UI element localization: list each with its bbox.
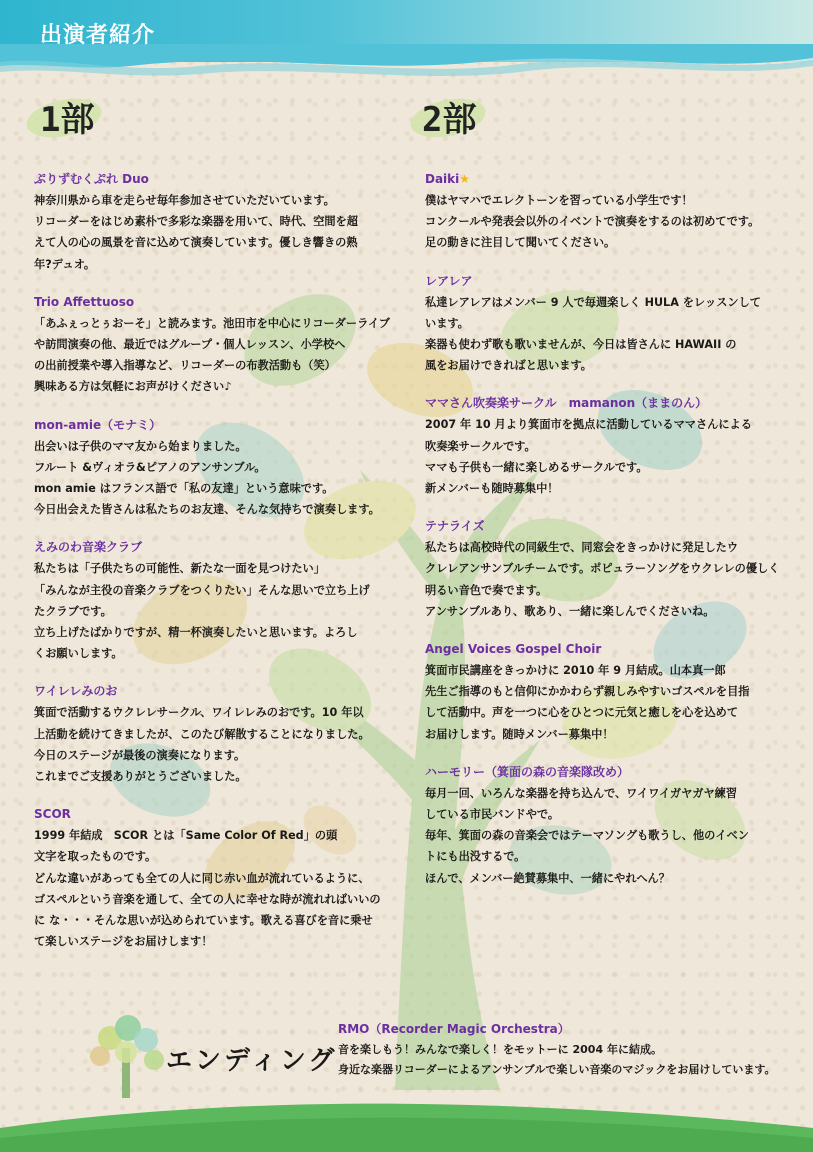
description-line: 今日出会えた皆さんは私たちのお友達、そんな気持ちで演奏します。 [34, 503, 380, 517]
part2-column [425, 170, 780, 907]
description-line: クレレアンサンブルチームです。ポピュラーソングをウクレレの優しく [425, 562, 780, 576]
description-line: て楽しいステージをお届けします！ [34, 935, 213, 949]
header-wave [0, 44, 813, 84]
description-line: 毎月一回、いろんな楽器を持ち込んで、ワイワイガヤガヤ練習 [425, 786, 738, 800]
description-line: 文字を取ったものです。 [34, 850, 157, 864]
performer-name: ママさん吹奏楽サークル mamanon（ままのん） [425, 396, 708, 411]
description-line: 先生ご指導のもと信仰にかかわらず親しみやすいゴスペルを目指 [425, 685, 750, 699]
description-line: 1999 年結成 SCOR とは「Same Color Of Red」の頭 [34, 829, 338, 843]
description-line: フルート &ヴィオラ&ピアノのアンサンブル。 [34, 460, 266, 474]
description-line: の出前授業や導入指導など、リコーダーの布教活動も（笑） [34, 359, 336, 373]
description-line: 箕面市民講座をきっかけに 2010 年 9 月結成。山本真一郎 [425, 664, 726, 678]
performer-name: RMO（Recorder Magic Orchestra） [338, 1022, 570, 1036]
description-line: えて人の心の風景を音に込めて演奏しています。優しき響きの熟 [34, 236, 358, 250]
performer-name: SCOR [34, 807, 71, 822]
description-line: います。 [425, 316, 469, 330]
part1-heading: 1部 [40, 100, 95, 140]
description-line: 楽器も使わず歌も歌いませんが、今日は皆さんに HAWAII の [425, 338, 737, 352]
part2-heading: 2部 [422, 100, 477, 140]
performer-entry [34, 805, 384, 952]
description-line: 僕はヤマハでエレクトーンを習っている小学生です！ [425, 194, 693, 207]
description-line: ゴスペルという音楽を通して、全ての人に幸せな時が流れればいいの [34, 892, 381, 906]
performer-name: えみのわ音楽クラブ [34, 540, 143, 555]
description-line: 音を楽しもう！みんなで楽しく！をモットーに 2004 年に結成。 [338, 1043, 662, 1056]
performer-entry [34, 170, 384, 275]
description-line: 2007 年 10 月より箕面市を拠点に活動しているママさんによる [425, 418, 752, 432]
description-line: リコーダーをはじめ素朴で多彩な楽器を用いて、時代、空間を超 [34, 215, 358, 229]
performer-name: Angel Voices Gospel Choir [425, 642, 602, 657]
description-line: 「みんなが主役の音楽クラブをつくりたい」そんな思いで立ち上げ [34, 583, 370, 597]
performer-entry [425, 640, 770, 745]
description-line: 吹奏楽サークルです。 [425, 439, 536, 453]
performer-entry [34, 682, 384, 787]
performer-name: レアレア [425, 273, 473, 288]
description-line: ママも子供も一緒に楽しめるサークルです。 [425, 460, 648, 474]
page-title: 出演者紹介 [40, 23, 156, 48]
description-line: 私達レアレアはメンバー 9 人で毎週楽しく HULA をレッスンして [425, 295, 761, 309]
description-line: 年?デュオ。 [34, 257, 96, 271]
description-line: トにも出没するで。 [425, 850, 526, 864]
description-line: mon amie はフランス語で「私の友達」という意味です。 [34, 482, 334, 496]
description-line: 明るい音色で奏でます。 [425, 583, 548, 597]
performer-entry [34, 538, 384, 664]
performer-entry [425, 272, 770, 377]
description-line: アンサンブルあり、歌あり、一緒に楽しんでくださいね。 [425, 604, 715, 618]
ending-entry [338, 1020, 798, 1080]
performer-entry [34, 416, 384, 521]
description-line: 神奈川県から車を走らせ毎年参加させていただいています。 [34, 194, 335, 207]
description-line: 上活動を続けてきましたが、このたび解散することになりました。 [34, 727, 370, 741]
performer-name: ワイレレみのお [34, 684, 118, 699]
part1-column [34, 170, 390, 970]
performer-entry [34, 293, 390, 398]
description-line: 出会いは子供のママ友から始まりました。 [34, 439, 247, 453]
performer-entry [425, 170, 770, 254]
performer-entry [425, 394, 770, 499]
description-line: 私たちは「子供たちの可能性、新たな一面を見つけたい」 [34, 562, 325, 576]
description-line: や訪問演奏の他、最近ではグループ・個人レッスン、小学校へ [34, 338, 346, 352]
description-line: どんな違いがあっても全ての人に同じ赤い血が流れているように、 [34, 871, 370, 885]
performer-name: ハーモリー（箕面の森の音楽隊改め） [425, 764, 630, 779]
performer-name: テナライズ [425, 519, 485, 534]
description-line: 風をお届けできればと思います。 [425, 359, 592, 373]
ending-heading: エンディング [166, 1046, 338, 1076]
description-line: 「あふぇっとぅおーそ」と読みます。池田市を中心にリコーダーライブ [34, 316, 390, 330]
performer-name: Trio Affettuoso [34, 294, 135, 309]
description-line: に な・・・そんな思いが込められています。歌える喜びを音に乗せ [34, 914, 373, 928]
description-line: している市民バンドやで。 [425, 808, 560, 822]
description-line: お届けします。随時メンバー募集中！ [425, 727, 614, 741]
performer-name-text: Daiki [425, 172, 460, 186]
description-line: ほんで、メンバー絶賛募集中、一緒にやれへん？ [425, 871, 670, 885]
performer-entry [425, 763, 770, 889]
description-line: たクラブです。 [34, 604, 112, 618]
description-line: くお願いします。 [34, 647, 123, 661]
description-line: 興味ある方は気軽にお声がけください♪ [34, 380, 232, 394]
star-icon: ★ [459, 172, 471, 186]
description-line: 立ち上げたばかりですが、精一杯演奏したいと思います。よろし [34, 626, 358, 640]
performer-name: ぷりずむくぷれ Duo [34, 172, 149, 186]
footer-grass [0, 1098, 813, 1152]
description-line: 私たちは高校時代の同級生で、同窓会をきっかけに発足したウ [425, 541, 739, 555]
description-line: これまでご支援ありがとうございました。 [34, 770, 247, 784]
description-line: 足の動きに注目して聞いてください。 [425, 236, 616, 250]
description-line: して活動中。声を一つに心をひとつに元気と癒しを心を込めて [425, 706, 739, 720]
description-line: 身近な楽器リコーダーによるアンサンブルで楽しい音楽のマジックをお届けしています。 [338, 1063, 776, 1076]
description-line: 今日のステージが最後の演奏になります。 [34, 748, 246, 762]
performer-name: mon-amie（モナミ） [34, 417, 162, 432]
performer-name [425, 170, 770, 188]
description-line: 毎年、箕面の森の音楽会ではテーマソングも歌うし、他のイベン [425, 829, 749, 843]
description-line: 新メンバーも随時募集中！ [425, 482, 559, 496]
performer-entry [425, 517, 780, 622]
description-line: 箕面で活動するウクレレサークル、ワイレレみのおです。10 年以 [34, 706, 364, 720]
description-line: コンクールや発表会以外のイベントで演奏をするのは初めてです。 [425, 215, 760, 229]
